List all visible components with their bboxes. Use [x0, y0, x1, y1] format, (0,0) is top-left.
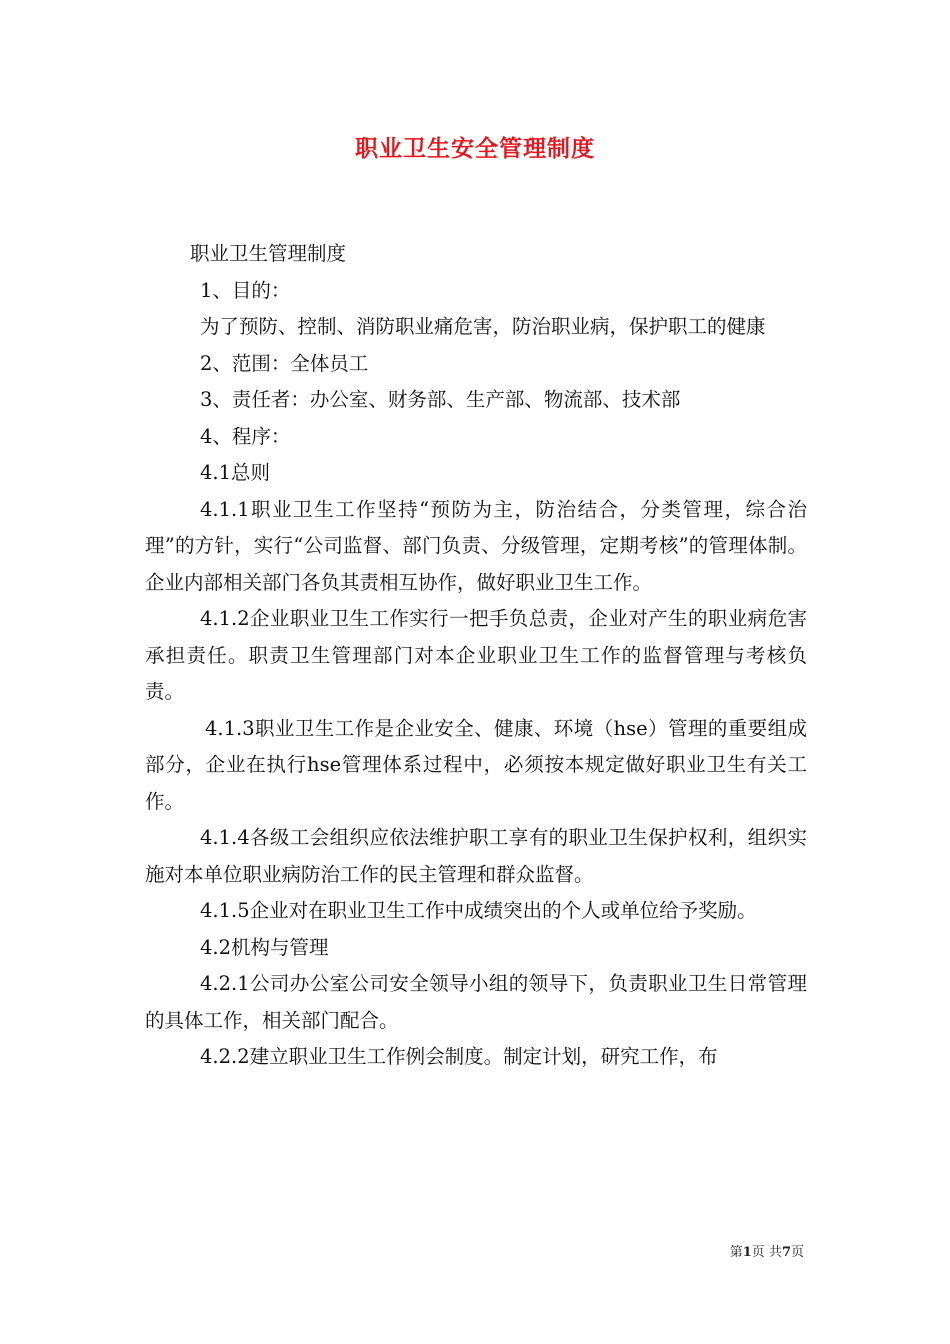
paragraph: 4.1.2企业职业卫生工作实行一把手负总责，企业对产生的职业病危害承担责任。职责卫生管理部门对本企业职业卫生工作的监督管理与考核负责。 [145, 607, 807, 703]
paragraph: 4.2.1公司办公室公司安全领导小组的领导下，负责职业卫生日常管理的具体工作，相关部门配合。 [145, 972, 807, 1032]
page-footer [730, 1243, 804, 1263]
paragraph: 4.1.3职业卫生工作是企业安全、健康、环境（hse）管理的重要组成部分，企业在执行hse管理体系过程中，必须按本规定做好职业卫生有关工作。 [145, 716, 807, 813]
paragraph: 4.1总则 [200, 461, 271, 484]
paragraph: 1、目的： [200, 278, 291, 302]
footer-middle: 页 共 [751, 1245, 782, 1260]
paragraph: 3、责任者：办公室、财务部、生产部、物流部、技术部 [200, 388, 681, 411]
paragraph: 4.1.5企业对在职业卫生工作中成绩突出的个人或单位给予奖励。 [200, 899, 757, 922]
footer-prefix: 第 [729, 1245, 743, 1260]
footer-suffix: 页 [790, 1245, 804, 1260]
document-title: 职业卫生安全管理制度 [355, 135, 595, 162]
paragraph: 为了预防、控制、消防职业痛危害，防治职业病，保护职工的健康 [200, 315, 766, 338]
paragraph: 4.1.1职业卫生工作坚持“预防为主，防治结合，分类管理，综合治理”的方针，实行“公司监督、部门负责、分级管理，定期考核”的管理体制。企业内部相关部门各负其责相互协作，做好职业卫生工作。 [145, 497, 807, 594]
paragraph: 4、程序： [200, 424, 291, 448]
footer-current-page: 1 [742, 1245, 752, 1260]
document-body [145, 236, 807, 1076]
paragraph: 2、范围：全体员工 [200, 351, 369, 375]
paragraph: 4.1.4各级工会组织应依法维护职工享有的职业卫生保护权利，组织实施对本单位职业病防治工作的民主管理和群众监督。 [145, 826, 807, 886]
paragraph: 4.2.2建立职业卫生工作例会制度。制定计划，研究工作，布 [200, 1045, 718, 1068]
paragraph: 4.2机构与管理 [200, 935, 329, 959]
footer-total-pages: 7 [781, 1245, 791, 1260]
paragraph: 职业卫生管理制度 [190, 242, 347, 265]
